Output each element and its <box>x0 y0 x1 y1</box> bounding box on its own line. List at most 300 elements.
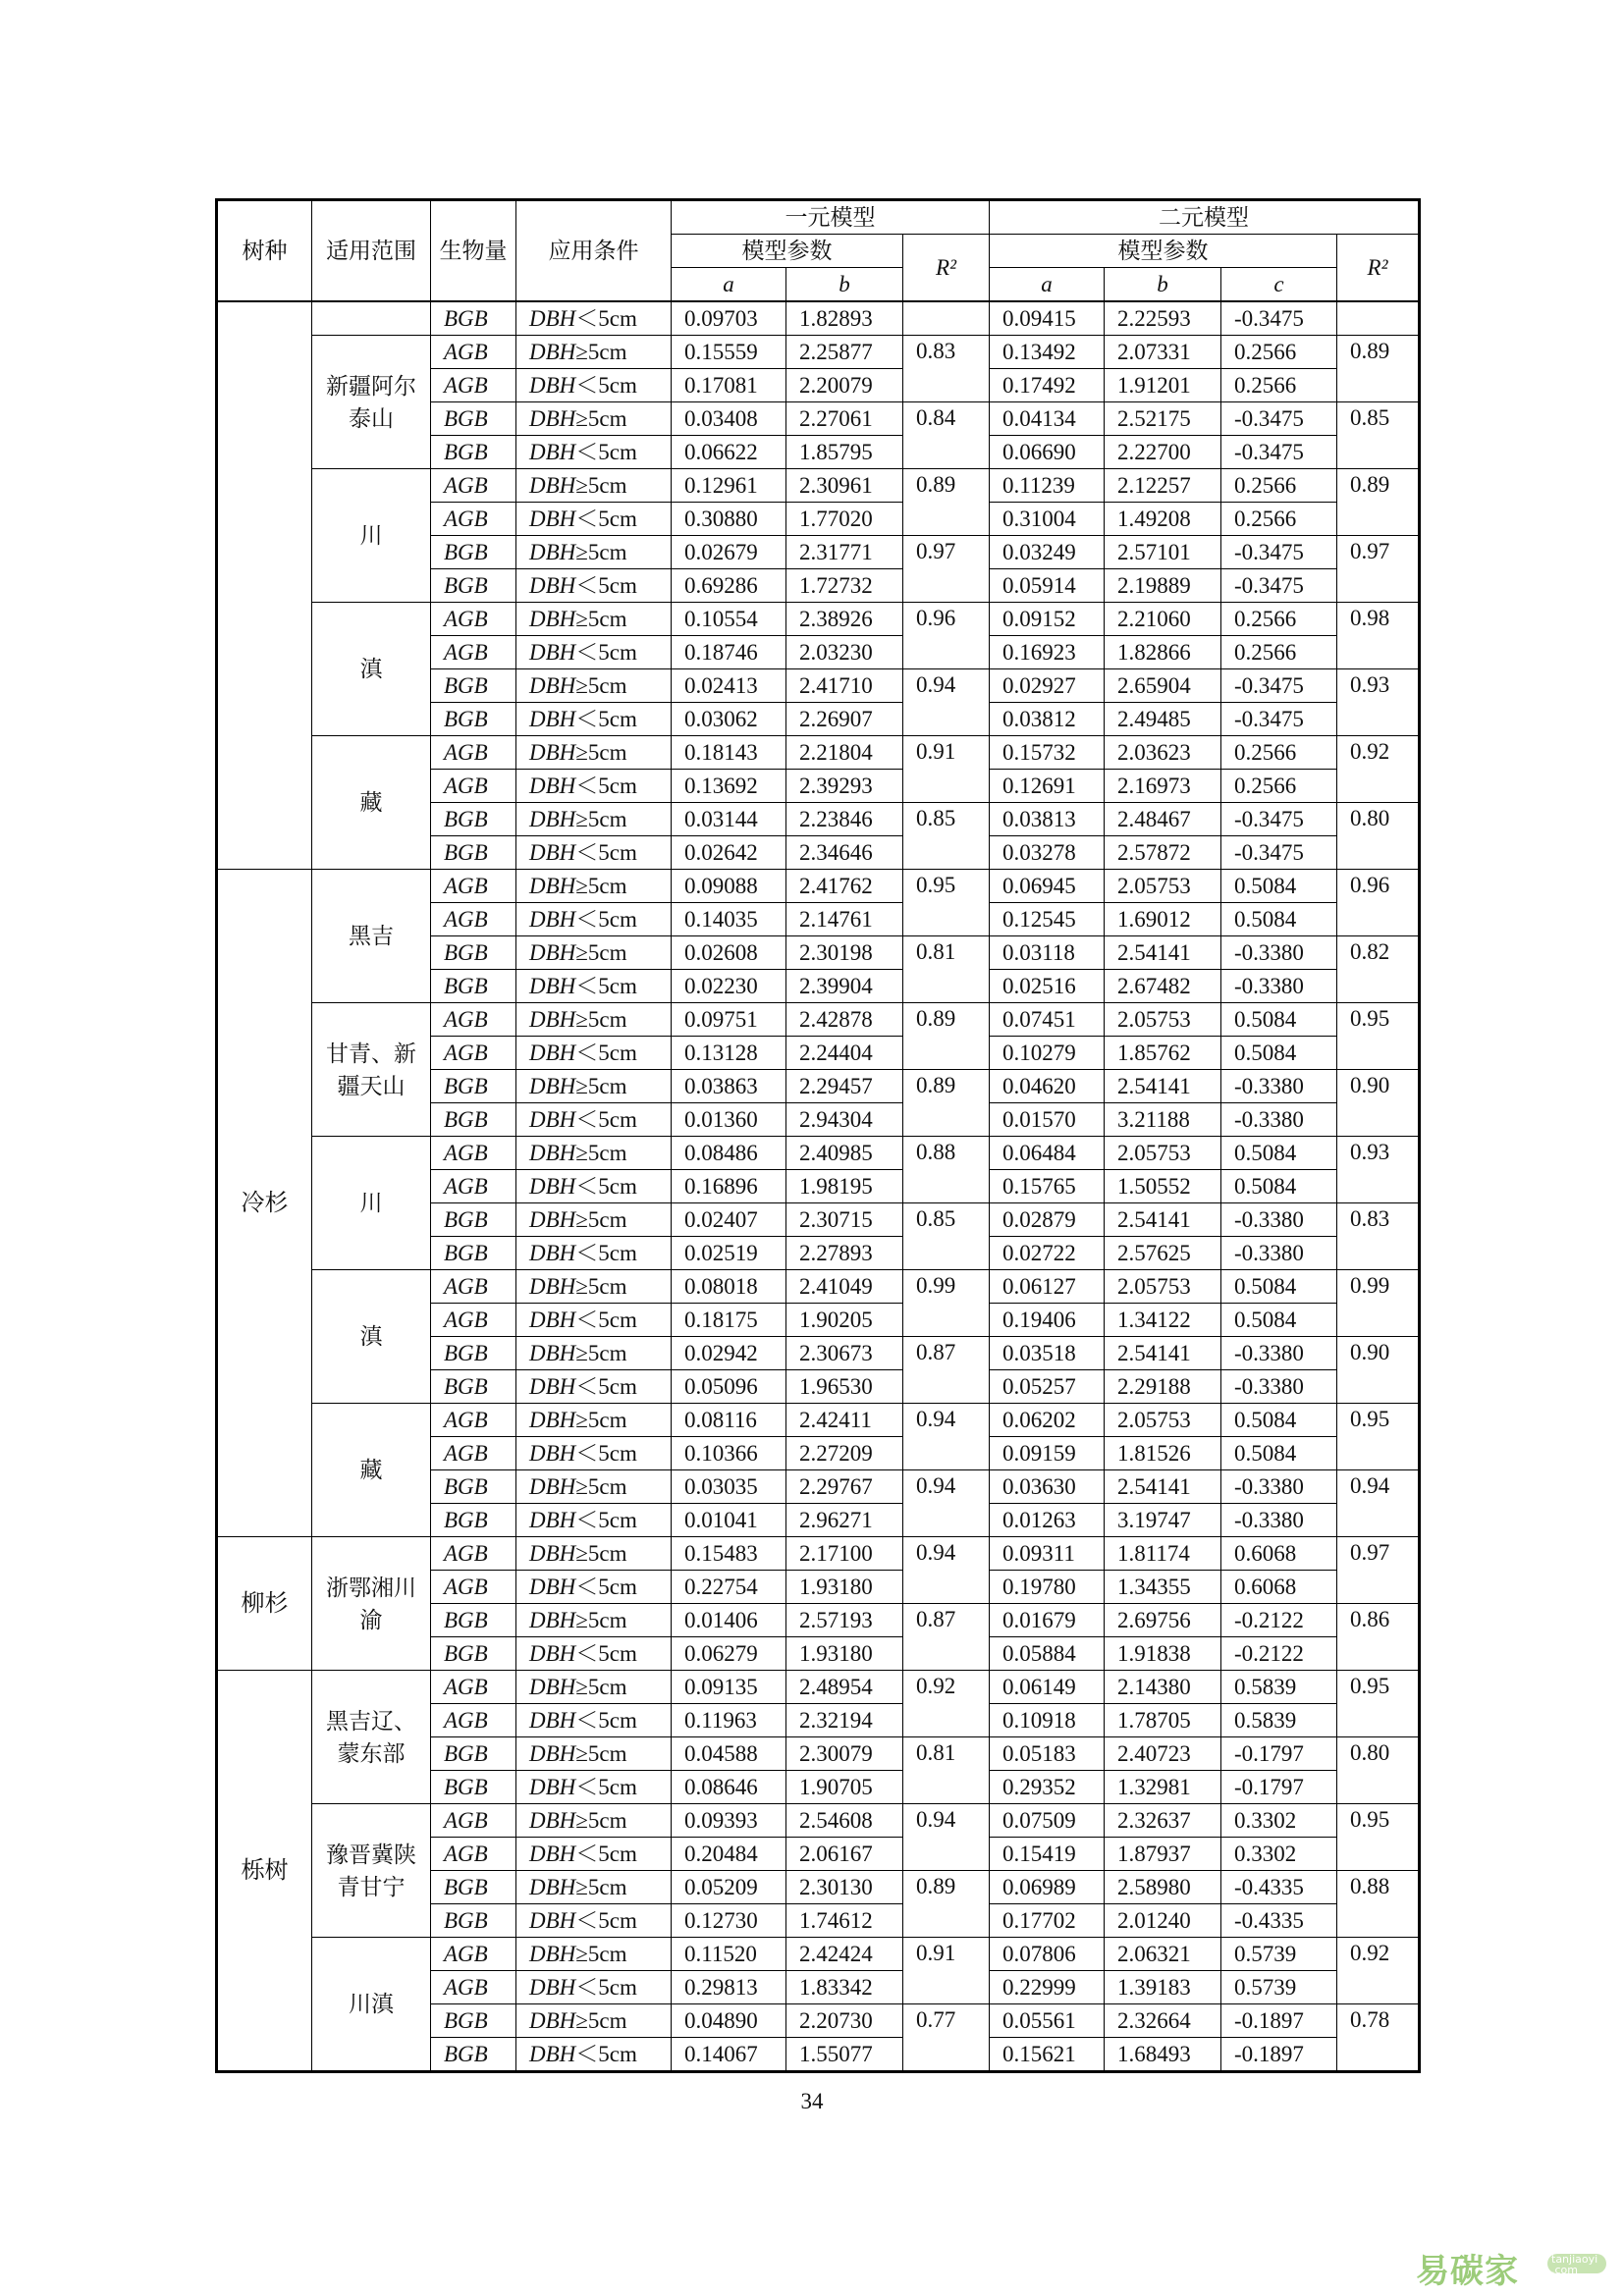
cell-c2: -0.3475 <box>1221 569 1337 603</box>
cell-condition <box>516 2004 672 2038</box>
cell-biomass: BGB <box>431 1871 516 1904</box>
cell-condition-var: DBH <box>529 1073 576 1098</box>
cell-condition-threshold: ＜5cm <box>575 773 637 798</box>
cell-condition-var: DBH <box>529 806 576 831</box>
cell-condition-var: DBH <box>529 2007 576 2033</box>
cell-b1: 1.83342 <box>786 1971 903 2004</box>
cell-b2: 1.68493 <box>1105 2038 1221 2072</box>
cell-c2: -0.3380 <box>1221 1237 1337 1270</box>
cell-condition <box>516 1637 672 1671</box>
cell-b2: 2.19889 <box>1105 569 1221 603</box>
cell-r2-2 <box>1337 301 1420 336</box>
cell-r2-1: 0.99 <box>903 1270 990 1337</box>
cell-a2: 0.02927 <box>990 669 1105 703</box>
cell-b2: 1.87937 <box>1105 1838 1221 1871</box>
cell-a1: 0.02519 <box>672 1237 786 1270</box>
cell-b2: 2.67482 <box>1105 970 1221 1003</box>
cell-condition-threshold: ＜5cm <box>575 1106 637 1132</box>
cell-b1: 2.41710 <box>786 669 903 703</box>
cell-range: 浙鄂湘川渝 <box>312 1537 431 1671</box>
cell-range: 滇 <box>312 603 431 736</box>
cell-a2: 0.17702 <box>990 1904 1105 1938</box>
cell-condition <box>516 936 672 970</box>
cell-b2: 2.32664 <box>1105 2004 1221 2038</box>
cell-a1: 0.02608 <box>672 936 786 970</box>
cell-b1: 1.74612 <box>786 1904 903 1938</box>
cell-condition-threshold: ≥5cm <box>575 1807 627 1833</box>
cell-b1: 1.90705 <box>786 1771 903 1804</box>
cell-b2: 2.01240 <box>1105 1904 1221 1938</box>
cell-condition-var: DBH <box>529 372 576 398</box>
cell-condition-threshold: ≥5cm <box>575 873 627 898</box>
cell-a1: 0.01360 <box>672 1103 786 1137</box>
cell-b2: 2.16973 <box>1105 770 1221 803</box>
cell-species: 栎树 <box>217 1671 312 2072</box>
cell-a2: 0.04620 <box>990 1070 1105 1103</box>
cell-c2: 0.2566 <box>1221 770 1337 803</box>
cell-condition <box>516 569 672 603</box>
cell-a1: 0.17081 <box>672 369 786 402</box>
cell-r2-1: 0.87 <box>903 1604 990 1671</box>
cell-condition <box>516 603 672 636</box>
cell-biomass: BGB <box>431 1237 516 1270</box>
table-row <box>217 1671 1420 1704</box>
cell-condition-var: DBH <box>529 773 576 798</box>
cell-c2: -0.1897 <box>1221 2038 1337 2072</box>
cell-condition <box>516 669 672 703</box>
cell-condition-var: DBH <box>529 1006 576 1032</box>
cell-condition-var: DBH <box>529 1473 576 1499</box>
cell-condition <box>516 1404 672 1437</box>
cell-b2: 2.57101 <box>1105 536 1221 569</box>
cell-b1: 2.27061 <box>786 402 903 436</box>
cell-b1: 2.39293 <box>786 770 903 803</box>
cell-condition <box>516 1470 672 1504</box>
cell-c2: 0.6068 <box>1221 1571 1337 1604</box>
cell-r2-2: 0.96 <box>1337 870 1420 936</box>
cell-r2-1: 0.89 <box>903 469 990 536</box>
cell-a1: 0.15559 <box>672 336 786 369</box>
cell-r2-1: 0.91 <box>903 1938 990 2004</box>
cell-b2: 3.21188 <box>1105 1103 1221 1137</box>
header-model-univariate: 一元模型 <box>672 200 990 235</box>
cell-a2: 0.03249 <box>990 536 1105 569</box>
header-species: 树种 <box>217 200 312 302</box>
cell-b1: 2.30715 <box>786 1203 903 1237</box>
cell-biomass: BGB <box>431 1604 516 1637</box>
cell-b1: 1.96530 <box>786 1370 903 1404</box>
cell-condition-var: DBH <box>529 572 576 598</box>
cell-c2: -0.3380 <box>1221 1470 1337 1504</box>
cell-a1: 0.20484 <box>672 1838 786 1871</box>
cell-b1: 2.30130 <box>786 1871 903 1904</box>
cell-c2: 0.2566 <box>1221 369 1337 402</box>
cell-range: 黑吉辽、蒙东部 <box>312 1671 431 1804</box>
cell-condition-threshold: ≥5cm <box>575 1140 627 1165</box>
cell-r2-1: 0.97 <box>903 536 990 603</box>
cell-c2: 0.6068 <box>1221 1537 1337 1571</box>
cell-b1: 2.30079 <box>786 1737 903 1771</box>
cell-condition <box>516 1971 672 2004</box>
cell-r2-1: 0.88 <box>903 1137 990 1203</box>
cell-condition-threshold: ≥5cm <box>575 1273 627 1299</box>
cell-b2: 2.69756 <box>1105 1604 1221 1637</box>
cell-r2-1: 0.81 <box>903 1737 990 1804</box>
table-body <box>217 301 1420 2072</box>
cell-b2: 2.05753 <box>1105 1404 1221 1437</box>
cell-condition-var: DBH <box>529 973 576 998</box>
cell-biomass: AGB <box>431 1170 516 1203</box>
cell-a1: 0.10366 <box>672 1437 786 1470</box>
header-params-1: 模型参数 <box>672 235 903 268</box>
cell-b2: 2.05753 <box>1105 1137 1221 1170</box>
cell-c2: -0.2122 <box>1221 1637 1337 1671</box>
cell-c2: -0.3475 <box>1221 436 1337 469</box>
cell-r2-1: 0.95 <box>903 870 990 936</box>
header-b-2: b <box>1105 268 1221 302</box>
cell-biomass: BGB <box>431 669 516 703</box>
cell-condition <box>516 301 672 336</box>
cell-b1: 2.54608 <box>786 1804 903 1838</box>
cell-condition <box>516 1070 672 1103</box>
cell-condition <box>516 970 672 1003</box>
cell-range: 黑吉 <box>312 870 431 1003</box>
cell-condition-threshold: ≥5cm <box>575 739 627 765</box>
cell-a1: 0.30880 <box>672 503 786 536</box>
cell-condition-var: DBH <box>529 439 576 464</box>
watermark-domain: tanjiaoyi .com <box>1551 2253 1598 2276</box>
cell-r2-2: 0.95 <box>1337 1671 1420 1737</box>
cell-a1: 0.69286 <box>672 569 786 603</box>
cell-c2: 0.2566 <box>1221 469 1337 503</box>
cell-condition <box>516 1137 672 1170</box>
cell-r2-1: 0.87 <box>903 1337 990 1404</box>
cell-biomass: AGB <box>431 1704 516 1737</box>
cell-a2: 0.15732 <box>990 736 1105 770</box>
cell-condition-threshold: ≥5cm <box>575 405 627 431</box>
cell-condition <box>516 1704 672 1737</box>
cell-condition-var: DBH <box>529 1841 576 1866</box>
cell-biomass: BGB <box>431 436 516 469</box>
cell-biomass: AGB <box>431 1137 516 1170</box>
cell-a1: 0.11520 <box>672 1938 786 1971</box>
cell-r2-2: 0.95 <box>1337 1003 1420 1070</box>
cell-r2-2: 0.95 <box>1337 1804 1420 1871</box>
table-row <box>217 1537 1420 1571</box>
cell-b2: 2.06321 <box>1105 1938 1221 1971</box>
cell-c2: -0.3380 <box>1221 970 1337 1003</box>
cell-a1: 0.01041 <box>672 1504 786 1537</box>
cell-r2-2: 0.99 <box>1337 1270 1420 1337</box>
cell-a2: 0.02879 <box>990 1203 1105 1237</box>
cell-a2: 0.01263 <box>990 1504 1105 1537</box>
cell-condition-var: DBH <box>529 639 576 665</box>
cell-biomass: AGB <box>431 1037 516 1070</box>
cell-r2-2: 0.98 <box>1337 603 1420 669</box>
cell-c2: 0.2566 <box>1221 336 1337 369</box>
cell-a1: 0.09703 <box>672 301 786 336</box>
cell-condition-var: DBH <box>529 1273 576 1299</box>
header-model-bivariate: 二元模型 <box>990 200 1420 235</box>
cell-b2: 2.05753 <box>1105 1270 1221 1304</box>
cell-biomass: AGB <box>431 636 516 669</box>
cell-c2: -0.3380 <box>1221 936 1337 970</box>
cell-biomass: BGB <box>431 1070 516 1103</box>
cell-biomass: AGB <box>431 870 516 903</box>
cell-species: 冷杉 <box>217 870 312 1537</box>
cell-b1: 2.42411 <box>786 1404 903 1437</box>
cell-b2: 1.81526 <box>1105 1437 1221 1470</box>
cell-a1: 0.09135 <box>672 1671 786 1704</box>
cell-c2: 0.5839 <box>1221 1704 1337 1737</box>
header-range: 适用范围 <box>312 200 431 302</box>
cell-b2: 1.81174 <box>1105 1537 1221 1571</box>
cell-a1: 0.14035 <box>672 903 786 936</box>
cell-b1: 2.03230 <box>786 636 903 669</box>
cell-b2: 2.52175 <box>1105 402 1221 436</box>
cell-condition-threshold: ＜5cm <box>575 1173 637 1199</box>
cell-biomass: BGB <box>431 301 516 336</box>
cell-b2: 1.49208 <box>1105 503 1221 536</box>
cell-biomass: AGB <box>431 1437 516 1470</box>
cell-condition-var: DBH <box>529 1674 576 1699</box>
cell-b1: 2.32194 <box>786 1704 903 1737</box>
cell-b2: 1.91838 <box>1105 1637 1221 1671</box>
cell-b1: 1.93180 <box>786 1637 903 1671</box>
table-row <box>217 1270 1420 1304</box>
cell-r2-1: 0.94 <box>903 669 990 736</box>
cell-biomass: AGB <box>431 1304 516 1337</box>
cell-biomass: BGB <box>431 936 516 970</box>
cell-condition-threshold: ≥5cm <box>575 1540 627 1566</box>
cell-condition <box>516 1437 672 1470</box>
cell-b1: 2.34646 <box>786 836 903 870</box>
cell-condition-var: DBH <box>529 506 576 531</box>
cell-c2: 0.5084 <box>1221 1003 1337 1037</box>
cell-condition <box>516 1537 672 1571</box>
cell-biomass: AGB <box>431 1838 516 1871</box>
cell-a2: 0.09159 <box>990 1437 1105 1470</box>
cell-biomass: AGB <box>431 336 516 369</box>
cell-condition-threshold: ≥5cm <box>575 1340 627 1365</box>
cell-b2: 1.50552 <box>1105 1170 1221 1203</box>
cell-condition-var: DBH <box>529 1040 576 1065</box>
cell-a2: 0.06690 <box>990 436 1105 469</box>
header-b-1: b <box>786 268 903 302</box>
cell-b2: 1.82866 <box>1105 636 1221 669</box>
cell-biomass: BGB <box>431 1637 516 1671</box>
cell-a2: 0.09311 <box>990 1537 1105 1571</box>
cell-b2: 1.69012 <box>1105 903 1221 936</box>
cell-condition-threshold: ＜5cm <box>575 1640 637 1666</box>
table-row <box>217 301 1420 336</box>
cell-c2: 0.5839 <box>1221 1671 1337 1704</box>
cell-condition-threshold: ＜5cm <box>575 2041 637 2066</box>
cell-a2: 0.06202 <box>990 1404 1105 1437</box>
cell-condition-var: DBH <box>529 873 576 898</box>
cell-condition-var: DBH <box>529 1540 576 1566</box>
cell-condition-threshold: ≥5cm <box>575 1473 627 1499</box>
cell-condition <box>516 870 672 903</box>
cell-condition-threshold: ＜5cm <box>575 1307 637 1332</box>
cell-condition <box>516 1938 672 1971</box>
cell-condition-var: DBH <box>529 305 576 331</box>
header-condition: 应用条件 <box>516 200 672 302</box>
cell-b2: 2.14380 <box>1105 1671 1221 1704</box>
cell-a2: 0.03813 <box>990 803 1105 836</box>
cell-c2: 0.2566 <box>1221 736 1337 770</box>
cell-condition <box>516 903 672 936</box>
cell-r2-1: 0.81 <box>903 936 990 1003</box>
table-row <box>217 1137 1420 1170</box>
cell-b2: 1.34122 <box>1105 1304 1221 1337</box>
cell-a2: 0.03278 <box>990 836 1105 870</box>
cell-r2-2: 0.80 <box>1337 803 1420 870</box>
cell-biomass: AGB <box>431 469 516 503</box>
cell-a2: 0.19406 <box>990 1304 1105 1337</box>
cell-a1: 0.02413 <box>672 669 786 703</box>
cell-a1: 0.02642 <box>672 836 786 870</box>
cell-biomass: AGB <box>431 736 516 770</box>
cell-range: 川 <box>312 469 431 603</box>
cell-c2: 0.5084 <box>1221 903 1337 936</box>
cell-r2-1: 0.94 <box>903 1804 990 1871</box>
table-header <box>217 200 1420 302</box>
cell-condition <box>516 1571 672 1604</box>
cell-a2: 0.12691 <box>990 770 1105 803</box>
cell-condition <box>516 770 672 803</box>
cell-b2: 2.05753 <box>1105 1003 1221 1037</box>
cell-condition <box>516 1237 672 1270</box>
cell-condition-var: DBH <box>529 906 576 932</box>
cell-condition-threshold: ≥5cm <box>575 806 627 831</box>
cell-range <box>312 301 431 336</box>
cell-condition-threshold: ＜5cm <box>575 973 637 998</box>
cell-condition-var: DBH <box>529 1340 576 1365</box>
cell-biomass: AGB <box>431 369 516 402</box>
cell-a1: 0.04890 <box>672 2004 786 2038</box>
cell-condition <box>516 703 672 736</box>
cell-condition <box>516 1504 672 1537</box>
cell-condition-var: DBH <box>529 1807 576 1833</box>
cell-c2: -0.3380 <box>1221 1504 1337 1537</box>
cell-condition <box>516 1003 672 1037</box>
cell-biomass: BGB <box>431 2038 516 2072</box>
cell-r2-2: 0.90 <box>1337 1070 1420 1137</box>
cell-condition-var: DBH <box>529 1907 576 1933</box>
cell-condition-var: DBH <box>529 1240 576 1265</box>
cell-a1: 0.02407 <box>672 1203 786 1237</box>
cell-condition-var: DBH <box>529 339 576 364</box>
table-row <box>217 1804 1420 1838</box>
cell-condition-var: DBH <box>529 1974 576 2000</box>
cell-condition-var: DBH <box>529 1607 576 1632</box>
cell-a1: 0.06622 <box>672 436 786 469</box>
cell-a1: 0.16896 <box>672 1170 786 1203</box>
cell-c2: -0.3475 <box>1221 669 1337 703</box>
cell-c2: -0.4335 <box>1221 1904 1337 1938</box>
cell-condition <box>516 1804 672 1838</box>
cell-a1: 0.01406 <box>672 1604 786 1637</box>
cell-b1: 2.38926 <box>786 603 903 636</box>
cell-range: 滇 <box>312 1270 431 1404</box>
cell-a2: 0.10918 <box>990 1704 1105 1737</box>
cell-condition-threshold: ＜5cm <box>575 1774 637 1799</box>
cell-b1: 2.41762 <box>786 870 903 903</box>
cell-b2: 2.05753 <box>1105 870 1221 903</box>
cell-b1: 1.90205 <box>786 1304 903 1337</box>
cell-a2: 0.06945 <box>990 870 1105 903</box>
cell-b2: 1.32981 <box>1105 1771 1221 1804</box>
cell-a1: 0.13692 <box>672 770 786 803</box>
cell-range: 豫晋冀陕青甘宁 <box>312 1804 431 1938</box>
table-row <box>217 736 1420 770</box>
cell-a2: 0.06484 <box>990 1137 1105 1170</box>
cell-species: 柳杉 <box>217 1537 312 1671</box>
cell-c2: 0.5739 <box>1221 1938 1337 1971</box>
cell-biomass: AGB <box>431 1270 516 1304</box>
cell-condition-threshold: ≥5cm <box>575 1006 627 1032</box>
cell-r2-1: 0.89 <box>903 1070 990 1137</box>
cell-a2: 0.02516 <box>990 970 1105 1003</box>
cell-a1: 0.08646 <box>672 1771 786 1804</box>
cell-b2: 2.07331 <box>1105 336 1221 369</box>
cell-condition-var: DBH <box>529 1407 576 1432</box>
cell-biomass: BGB <box>431 836 516 870</box>
cell-a1: 0.06279 <box>672 1637 786 1671</box>
cell-condition-var: DBH <box>529 1640 576 1666</box>
cell-b1: 2.06167 <box>786 1838 903 1871</box>
cell-a2: 0.09152 <box>990 603 1105 636</box>
table-row <box>217 870 1420 903</box>
cell-condition-var: DBH <box>529 739 576 765</box>
cell-condition <box>516 1838 672 1871</box>
cell-b1: 2.48954 <box>786 1671 903 1704</box>
cell-condition-var: DBH <box>529 1206 576 1232</box>
cell-a1: 0.12961 <box>672 469 786 503</box>
cell-a1: 0.02230 <box>672 970 786 1003</box>
cell-b1: 1.98195 <box>786 1170 903 1203</box>
cell-a2: 0.22999 <box>990 1971 1105 2004</box>
cell-b1: 1.72732 <box>786 569 903 603</box>
cell-condition-threshold: ≥5cm <box>575 606 627 631</box>
cell-condition-threshold: ＜5cm <box>575 906 637 932</box>
cell-condition <box>516 803 672 836</box>
cell-b1: 1.77020 <box>786 503 903 536</box>
cell-biomass: AGB <box>431 603 516 636</box>
cell-b1: 2.96271 <box>786 1504 903 1537</box>
cell-r2-1: 0.83 <box>903 336 990 402</box>
cell-r2-2: 0.93 <box>1337 1137 1420 1203</box>
cell-a2: 0.17492 <box>990 369 1105 402</box>
cell-condition-var: DBH <box>529 1874 576 1899</box>
cell-r2-1: 0.89 <box>903 1003 990 1070</box>
cell-condition <box>516 636 672 669</box>
cell-b1: 2.41049 <box>786 1270 903 1304</box>
cell-a2: 0.15621 <box>990 2038 1105 2072</box>
cell-c2: -0.3380 <box>1221 1070 1337 1103</box>
cell-biomass: BGB <box>431 1771 516 1804</box>
cell-condition-threshold: ＜5cm <box>575 1040 637 1065</box>
cell-condition <box>516 469 672 503</box>
cell-a1: 0.05209 <box>672 1871 786 1904</box>
cell-condition-var: DBH <box>529 706 576 731</box>
cell-biomass: BGB <box>431 402 516 436</box>
cell-condition <box>516 369 672 402</box>
cell-b2: 2.54141 <box>1105 1070 1221 1103</box>
cell-condition <box>516 1671 672 1704</box>
cell-biomass: BGB <box>431 1504 516 1537</box>
